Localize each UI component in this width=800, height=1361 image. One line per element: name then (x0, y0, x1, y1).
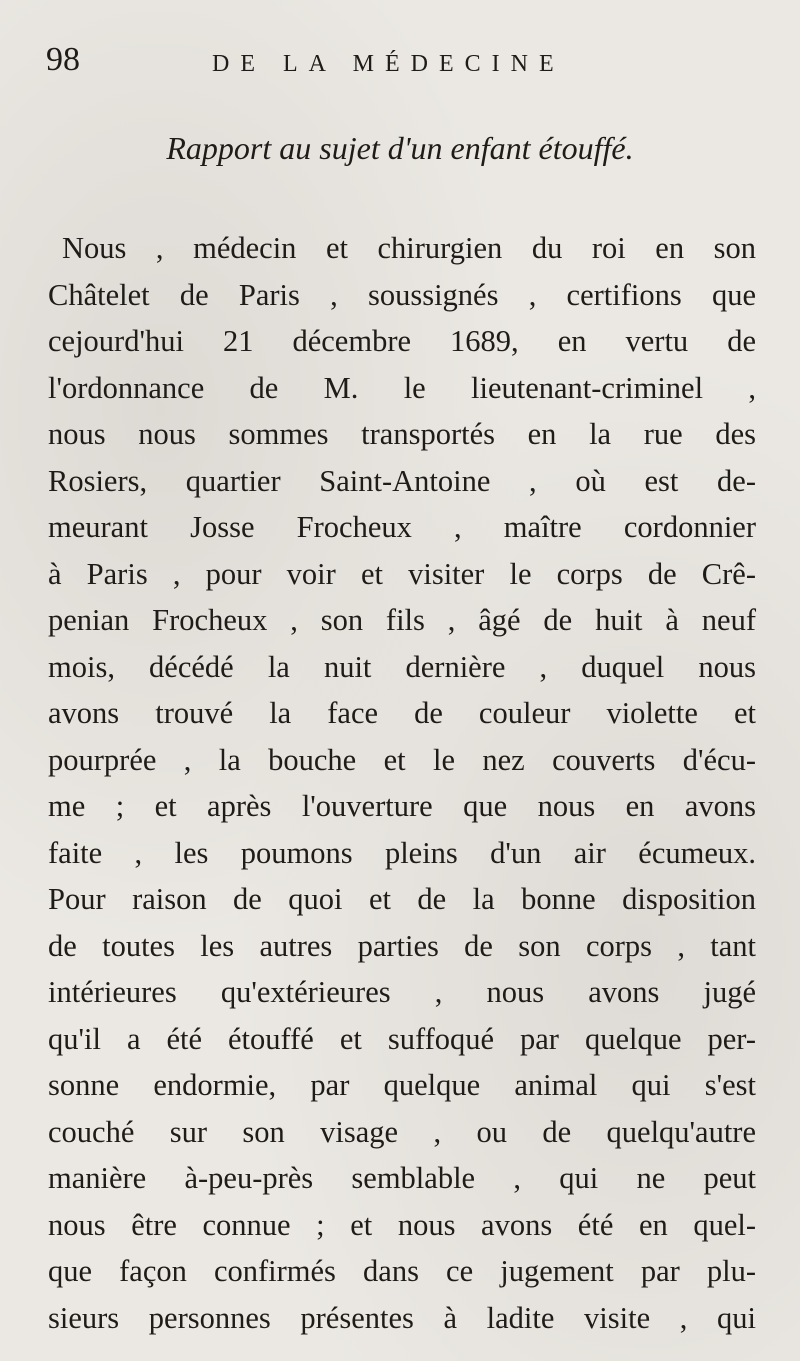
text-line: penian Frocheux , son fils , âgé de huit à neuf (48, 603, 756, 637)
text-line: cejourd'hui 21 décembre 1689, en vertu de (48, 324, 756, 358)
text-line: sieurs personnes présentes à ladite visite , qui (48, 1300, 756, 1335)
text-line: me ; et après l'ouverture que nous en avons (48, 789, 756, 823)
text-line: à Paris , pour voir et visiter le corps de Crê- (48, 556, 756, 591)
text-line: Rosiers, quartier Saint-Antoine , où est de- (48, 463, 756, 498)
text-line: manière à-peu-près semblable , qui ne peut (48, 1161, 756, 1195)
body-text (48, 225, 756, 1341)
text-line: meurant Josse Frocheux , maître cordonnier (48, 510, 756, 544)
text-line: couché sur son visage , ou de quelqu'autre (48, 1114, 756, 1149)
section-title: Rapport au sujet d'un enfant étouffé. (166, 130, 634, 166)
page-header (46, 40, 746, 90)
running-head: DE LA MÉDECINE (212, 51, 565, 77)
text-line: l'ordonnance de M. le lieutenant-criminel , (48, 370, 756, 405)
text-line: Nous , médecin et chirurgien du roi en son (62, 231, 756, 265)
text-line: mois, décédé la nuit dernière , duquel nous (48, 649, 756, 684)
text-line: avons trouvé la face de couleur violette et (48, 696, 756, 730)
page-number: 98 (46, 41, 80, 78)
text-line: nous être connue ; et nous avons été en quel- (48, 1207, 756, 1242)
text-line: faite , les poumons pleins d'un air écumeux. (48, 835, 756, 870)
text-line: Pour raison de quoi et de la bonne disposition (48, 882, 756, 916)
text-line: sonne endormie, par quelque animal qui s'est (48, 1068, 756, 1102)
text-line: de toutes les autres parties de son corps , tant (48, 928, 756, 963)
text-line: nous nous sommes transportés en la rue des (48, 417, 756, 451)
text-line: intérieures qu'extérieures , nous avons jugé (48, 975, 756, 1009)
text-line: Châtelet de Paris , soussignés , certifions que (48, 277, 756, 312)
text-line: qu'il a été étouffé et suffoqué par quelque per- (48, 1021, 756, 1056)
text-line: que façon confirmés dans ce jugement par plu- (48, 1254, 756, 1288)
text-line: pourprée , la bouche et le nez couverts d'écu- (48, 742, 756, 777)
